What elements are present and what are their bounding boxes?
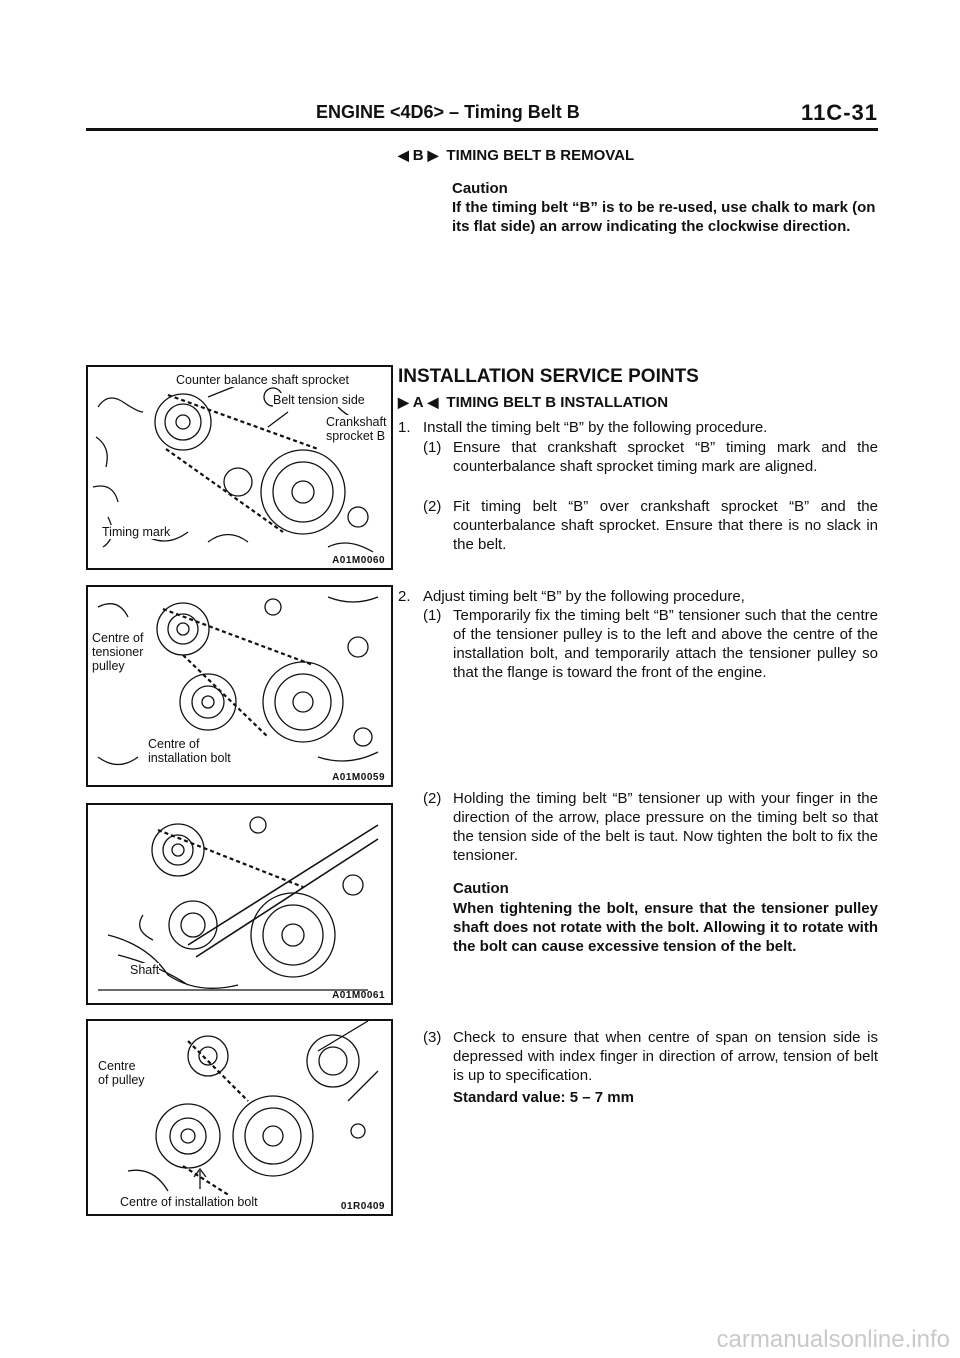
label-centre-of-installation-bolt: Centre of installation bolt (120, 1195, 258, 1209)
step2-sub1-text: Temporarily fix the timing belt “B” tensioner such that the centre of the tensioner pulley is to the left and above the centre of the installation bolt, and temporarily attach the tensioner pulley so that the flange is toward the front of the engine. (453, 607, 878, 681)
left-arrow-icon: ◀ (398, 147, 409, 163)
standard-value: Standard value: 5 – 7 mm (453, 1089, 634, 1106)
left-arrow-icon: ◀ (427, 394, 439, 410)
figure-id: A01M0061 (332, 990, 385, 1001)
engine-diagram-4 (88, 1021, 391, 1214)
figure-id: A01M0059 (332, 772, 385, 783)
step2-sub1-number: (1) (423, 607, 442, 624)
removal-caution-text: If the timing belt “B” is to be re-used, use chalk to mark (on its flat side) an arrow indicating the clockwise direction. (452, 199, 876, 235)
installation-heading: INSTALLATION SERVICE POINTS (398, 366, 699, 387)
step2-caution-label: Caution (453, 880, 509, 897)
label-centre-of-tensioner-pulley: Centre of tensioner pulley (92, 631, 144, 673)
figure-tensioner-position (86, 585, 393, 787)
step1-sub2-number: (2) (423, 498, 442, 515)
label-centre-of-installation-bolt: Centre of installation bolt (148, 737, 248, 765)
removal-caution-label: Caution (452, 180, 508, 197)
installation-subheading-row (398, 394, 668, 411)
step2-sub2-text: Holding the timing belt “B” tensioner up with your finger in the direction of the arrow, place pressure on the timing belt so that the tension side of the belt is taut. Now tighten the bolt to fix the tensioner. (453, 790, 878, 864)
installation-subheading: TIMING BELT B INSTALLATION (446, 394, 669, 411)
label-counter-balance-sprocket: Counter balance shaft sprocket (176, 373, 350, 387)
step2-caution-text: When tightening the bolt, ensure that the tensioner pulley shaft does not rotate with the bolt. Allowing it to rotate with the bolt can cause excessive tension of the belt. (453, 900, 878, 955)
step2-sub2-number: (2) (423, 790, 442, 807)
step2-number: 2. (398, 588, 411, 605)
removal-heading: TIMING BELT B REMOVAL (446, 147, 635, 164)
header-title: ENGINE <4D6> – Timing Belt B (316, 102, 580, 122)
removal-badge: B (412, 147, 424, 164)
page-header (86, 100, 878, 131)
label-timing-mark: Timing mark (102, 525, 171, 539)
step1-sub1-text: Ensure that crankshaft sprocket “B” timing mark and the counterbalance shaft sprocket timing mark are aligned. (453, 439, 878, 475)
label-belt-tension-side: Belt tension side (273, 393, 365, 407)
step2-sub3-number: (3) (423, 1029, 442, 1046)
page-number: 11C-31 (801, 100, 878, 125)
step2-sub3-text: Check to ensure that when centre of span on tension side is depressed with index finger in direction of arrow, tension of belt is up to specification. (453, 1029, 878, 1084)
step1-sub2-text: Fit timing belt “B” over crankshaft sprocket “B” and the counterbalance shaft sprocket. Ensure that there is no slack in the belt. (453, 498, 878, 553)
right-arrow-icon: ▶ (398, 394, 409, 410)
footer-watermark: carmanualsonline.info (716, 1326, 950, 1353)
step1-number: 1. (398, 419, 411, 436)
step2-text: Adjust timing belt “B” by the following procedure, (423, 588, 745, 605)
figure-id: 01R0409 (340, 1201, 385, 1212)
figure-belt-tension-check (86, 1019, 393, 1216)
figure-counterbalance-sprocket (86, 365, 393, 570)
label-centre-of-pulley: Centre of pulley (98, 1059, 145, 1087)
label-crankshaft-sprocket-b: Crankshaft sprocket B (326, 415, 387, 443)
label-shaft: Shaft (130, 963, 160, 977)
installation-badge: A (412, 394, 424, 411)
step1-sub1-number: (1) (423, 439, 442, 456)
figure-holding-tensioner (86, 803, 393, 1005)
figure-id: A01M0060 (332, 555, 385, 566)
removal-heading-row (398, 147, 634, 164)
right-arrow-icon: ▶ (427, 147, 439, 163)
step1-text: Install the timing belt “B” by the following procedure. (423, 419, 768, 436)
